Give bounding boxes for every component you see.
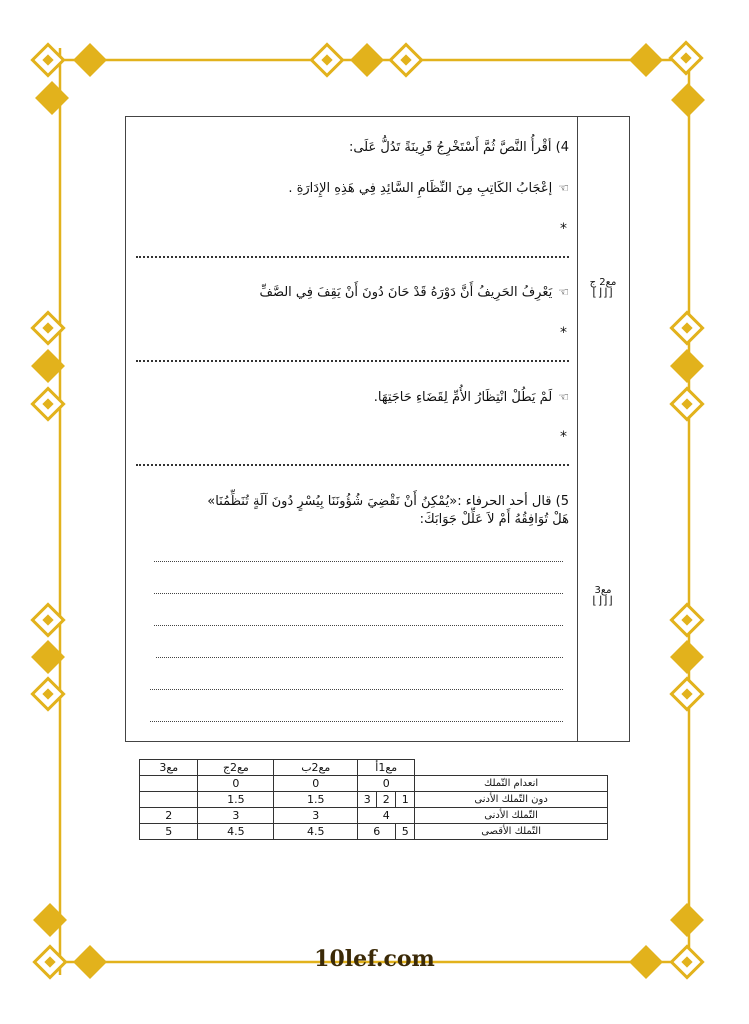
answer-line[interactable] [150, 689, 563, 690]
question-5-heading-line-1: 5) قال أحد الحرفاء :«يُمْكِنُ أَنْ نَقْضِيَ شُؤُونَنَا بِيُسْرٍ دُونَ آلَةٍ تُنَظِّمُنَا» [207, 494, 569, 509]
table-row: دون التّملك الأدنى 1 2 3 1.5 1.5 [140, 792, 608, 808]
table-row: التّملك الأدنى 4 3 3 2 [140, 808, 608, 824]
criteria-margin [577, 117, 629, 741]
score-boxes: ⌊⌊⌊⌋ [592, 286, 614, 299]
answer-line[interactable] [136, 464, 569, 466]
answer-line[interactable] [154, 593, 563, 594]
criterion-code-m3: مع3 ⌊⌊⌊⌋ [581, 585, 625, 605]
pointing-hand-icon: ☜ [558, 390, 569, 404]
question-4-item-3: ☜لَمْ يَطُلْ انْتِظَارُ الأُمِّ لِقَضَاءِ حَاجَتِهَا. [373, 390, 569, 405]
table-row: انعدام التّملك 0 0 0 [140, 776, 608, 792]
pointing-hand-icon: ☜ [558, 285, 569, 299]
answer-line[interactable] [156, 657, 563, 658]
header-m1a: مع1أ [358, 760, 415, 776]
question-4-item-1: ☜إعْجَابُ الكَاتِبِ مِنَ النِّظَامِ السَّائِدِ فِي هَذِهِ الإِدَارَةِ . [288, 181, 569, 196]
criterion-code-m2c: مع2 ج ⌊⌊⌊⌋ [581, 277, 625, 297]
answer-line[interactable] [136, 360, 569, 362]
answer-line[interactable] [154, 625, 563, 626]
answer-star: * [560, 429, 567, 445]
answer-line[interactable] [150, 721, 563, 722]
scoring-table [139, 759, 608, 840]
site-watermark[interactable]: 10lef.com [314, 946, 435, 972]
question-5-heading-line-2: هَلْ تُوَافِقُهُ أَمْ لاَ عَلِّلْ جَوَابَكَ: [419, 512, 569, 527]
header-m2b: مع2ب [274, 760, 358, 776]
answer-line[interactable] [154, 561, 563, 562]
table-header-row [140, 760, 608, 776]
exam-sheet [125, 116, 630, 742]
answer-star: * [560, 221, 567, 237]
pointing-hand-icon: ☜ [558, 181, 569, 195]
header-m2c: مع2ج [198, 760, 274, 776]
table-row: التّملك الأقصى 5 6 4.5 4.5 5 [140, 824, 608, 840]
question-4-heading: 4) أقْرأُ النَّصَّ ثُمَّ أَسْتَخْرِجُ قَرِينَةً تَدُلُّ عَلَى: [348, 140, 569, 155]
question-4-item-2: ☜يَعْرِفُ الحَرِيفُ أَنَّ دَوْرَهُ قَدْ حَانَ دُونَ أَنْ يَقِفَ فِي الصَّفِّ [259, 285, 569, 300]
answer-line[interactable] [136, 256, 569, 258]
score-boxes: ⌊⌊⌊⌋ [592, 594, 614, 607]
header-m3: مع3 [140, 760, 198, 776]
answer-star: * [560, 325, 567, 341]
